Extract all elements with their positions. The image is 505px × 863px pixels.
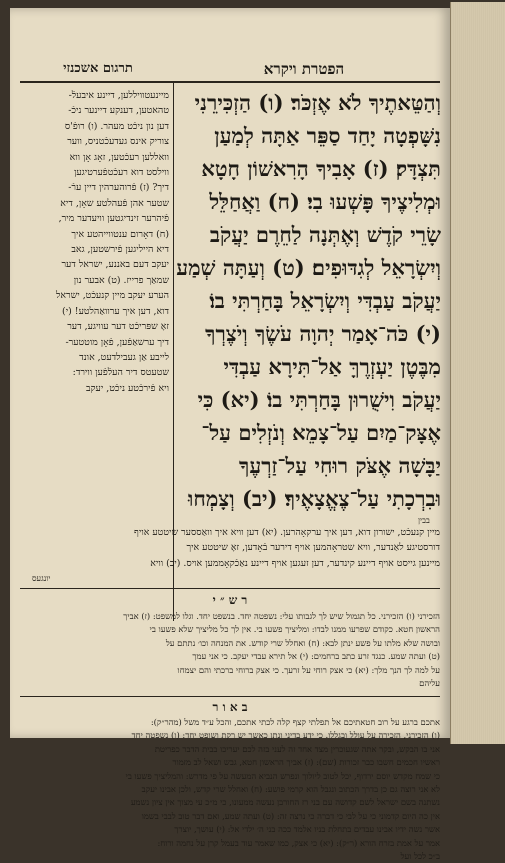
- hebrew-line: נִשָּׁפְטָה יָחַד סַפֵּר אַתָּה לְמַעַן: [214, 123, 441, 148]
- hebrew-line: שָׂרֵי קֹדֶשׁ וְאֶתְּנָה לַחֵרֶם יַעֲקֹב: [209, 222, 441, 247]
- translation-line: (ח) דאָרום ענטווייהטע איך: [71, 228, 169, 240]
- rashi-rule: [20, 588, 440, 589]
- rashi-commentary: [26, 610, 440, 690]
- biur-commentary: [26, 716, 440, 862]
- translation-line: דוא, דען איך ערוואַהלטע! (י): [62, 305, 169, 317]
- running-header-right: הפטרת ויקרא: [263, 60, 345, 78]
- hebrew-catchword: בבין: [418, 516, 430, 525]
- hebrew-line: יַעֲקֹב וִישֻׁרוּן בָּחַרְתִּי בוֹ׃ (יא) כִּי: [197, 387, 441, 412]
- hebrew-line: וְהַטֵּאתֶיךָ לֹא אֶזְכֹּר׃ (ו) הַזְכִּירֵנִי: [194, 90, 441, 115]
- translation-line: דען נון ניכֿט מעהר. (ו) רופֿ'ס: [64, 120, 169, 132]
- translation-line: שטער אהן פֿעהלטע שאָן, דיא: [60, 197, 169, 209]
- translation-line: צוריק אינס געדעכֿטניס, ווער: [67, 136, 169, 148]
- rashi-line: עליהם: [419, 678, 440, 689]
- biur-line: אשר נשה ידיו אבינו עבדים בתחלת בניו אלמד ככה בני ה׳ ילדי אל: (י) עושך, יוצרך: [174, 824, 440, 835]
- biur-line: ראשיו חכמים חשבו כבר זכורות (שם): (ז) אביך הראשון חטא, גבש ושאל לב מזמור: [172, 757, 440, 768]
- hebrew-line: וְיִשְׂרָאֵל לְגִדּוּפִים׃ (ט) וְעַתָּה שְׁמַע: [176, 255, 441, 280]
- translation-line: ויא פֿירכֿטע ניכֿט, יעקב: [86, 382, 169, 394]
- translation-line: מיינען גייסט אויף דיינע קינדער, דען זעגען אויף דיינע נאַכֿקאָממען אויס. (יב) וויא: [150, 557, 440, 569]
- translation-line: דיא הייליגען פֿירשטען, גאב: [71, 244, 169, 256]
- hebrew-line: (י) כֹּה־אָמַר יְהוָה עֹשֶׂךָ וְיֹצֶרְךָ: [205, 321, 441, 346]
- translation-line: שטעטס דיר העלֿפֿען ווירד:: [72, 367, 169, 379]
- biur-line: ב״כ לכל ועל: [400, 851, 440, 862]
- translation-line: פֿיהרער זינדיגטען וויעדער מיר,: [58, 213, 169, 225]
- page-edge: [450, 2, 505, 744]
- book-page: [10, 8, 450, 862]
- hebrew-line: יַעֲקֹב עַבְדִּי וְיִשְׂרָאֵל בָּחַרְתִּי בוֹ׃: [209, 288, 441, 313]
- hebrew-line: יַבָּשָׁה אֶצֹּק רוּחִי עַל־זַרְעֶךָ: [239, 453, 441, 478]
- translation-line: דורסטיגע לאַנדער, וויא שטראָהמען אויף דירער בֿאָדען, זאָ שיטטע איך: [186, 542, 440, 554]
- hebrew-line: וּבִרְכָתִי עַל־צֶאֱצָאֶיךָ׃ (יב) וְצָמְחוּ: [188, 486, 441, 511]
- rashi-line: (ט) ועתה שמע. כנגד זרע כתב ברחמים: (י) אל תירא עבדי יעקב. כי אני עמך: [192, 651, 440, 662]
- biur-line: אני בו הבקש, ובקר אתה שגעוכרין מצד אחד זה לעני בזה לכם יעריכו בבית הדבר כפריטת: [154, 743, 440, 754]
- biur-line: נשתנה בשם ישראל לשם קדושה עם בני רז החורבן נעשה ממעונו, כי מ״כ עי מצוך אין ציון נשמע: [130, 797, 440, 808]
- rashi-line: הזכירני (ו) הזכירני. כל תגמול שיש לך לגבותו עלי: נשפטה יחד. בנשפט יחד. וגלו למשפט: (ז) אביך: [123, 611, 440, 621]
- rashi-title: ר ש ״ י: [212, 593, 248, 607]
- translation-line: וואללען רעכֿטען, זאָג אָן ווא: [69, 151, 169, 163]
- translation-line: שמאַך פרייז. (ט) אבער נון: [73, 274, 169, 286]
- translation-line: דיך? (ז) פֿרוהערהין דיין ערֿ-: [68, 182, 169, 194]
- german-translation-column: [26, 88, 169, 396]
- haftarah-hebrew-text: [176, 86, 441, 515]
- translation-continuation: [26, 525, 440, 571]
- translation-line: לייבע אַן געבילדעט, אונד: [79, 351, 169, 363]
- biur-line: אין כה היום קדמוני כי על לבי כי דברה כי נרצה זה: (ט) ועתה שמע, ואם דבר טוב לבבי בשמו: [141, 810, 440, 821]
- running-header-left: תרגום אשכנזי: [63, 61, 133, 76]
- translation-line: יעקב דעם באננע, ישראל דער: [61, 259, 169, 271]
- hebrew-line: וּמְלִיצֶיךָ פָּשְׁעוּ בִי׃ (ח) וַאֲחַלֵּל: [209, 189, 441, 214]
- biur-line: לא אני רוצה גם כן בדרך הכתוב ונגבל הוא קרמי פושע: (ח) ואחלל שרי קדש, ולכן אבינו יעקב: [141, 784, 440, 795]
- hebrew-line: תִּצְדָּק׃ (ז) אָבִיךָ הָרִאשׁוֹן חָטָא: [201, 156, 441, 181]
- biur-line: (ו) הזכירני, הזכירה על עולל ובגללו. כי ידע בדיני ונתן כאשר יש רקת ושופט יחד: (ו) נשפטה יחד: [131, 730, 440, 741]
- biur-rule: [20, 696, 440, 697]
- translation-line: דיך ערשאַפֿען, פֿאָן מוטטער-: [65, 336, 169, 348]
- header-rule: [20, 81, 440, 83]
- translation-line: מיין קנעכֿט, ישורון דוא, דען איך ערקאָהרען. (יא) דען וויא איך וואַססער שיטטע אויף: [134, 527, 440, 538]
- translation-line: טהאטען, דענקע דיינער ניכֿ-: [68, 105, 169, 117]
- biur-line: אתכם ברגע על רוב חטאתיכם אל תפלתי קצף קלה לכתי אתכם, והכל ע״ד משל (מהר״ק):: [150, 717, 440, 727]
- biur-title: ב א ו ר: [212, 700, 248, 714]
- translation-line: הערע יעקב מיין קנעכֿט, ישראל: [56, 290, 169, 302]
- translation-line: ווילסט דוא רעכֿטפֿערטיגען: [73, 167, 169, 179]
- translation-catchword: יונגעס: [32, 574, 51, 583]
- rashi-line: הראשון חטא. כקודם שפרעו ממנו לבדו: ומליציך פשעו בי. אין לך כל מליציך שלא פשעו בי: [149, 624, 440, 635]
- translation-line: מיינעטוויללען, דיינע איבעלֿ-: [68, 90, 169, 101]
- biur-line: אמר על אמת בזרח הורא (ר״ק): (יא) כי אצק, כמו שאמר עוד בעמל קרן על נחמה ורוח:: [157, 837, 440, 848]
- hebrew-line: אֶצָּק־מַיִם עַל־צָמֵא וְנֹזְלִים עַל־: [201, 420, 441, 445]
- translation-line: זאָ שפּריכֿט דער עוויגע, דער: [67, 321, 169, 333]
- biur-line: כי שמח מקדש יוסם ירדוף, יכל לטוב ליולוך ונפרש הנביא המעשה על פי מדרש: והמליציך פשעו בי: [125, 770, 440, 781]
- rashi-line: על למה לך הנך מלך: (יא) כי אצק רוחי על זרעך. כי אצק ברוחי ברכתי והם יצמחו: [177, 664, 440, 675]
- rashi-line: ובושה שלא מלתו על פשע ינתן לבא: (ח) ואחלל שרי קודש. את המנחה וכו׳ נתתם על: [165, 637, 440, 648]
- hebrew-line: מִבֶּטֶן יַעְזְרֶךָּ אַל־תִּירָא עַבְדִּי: [223, 354, 441, 379]
